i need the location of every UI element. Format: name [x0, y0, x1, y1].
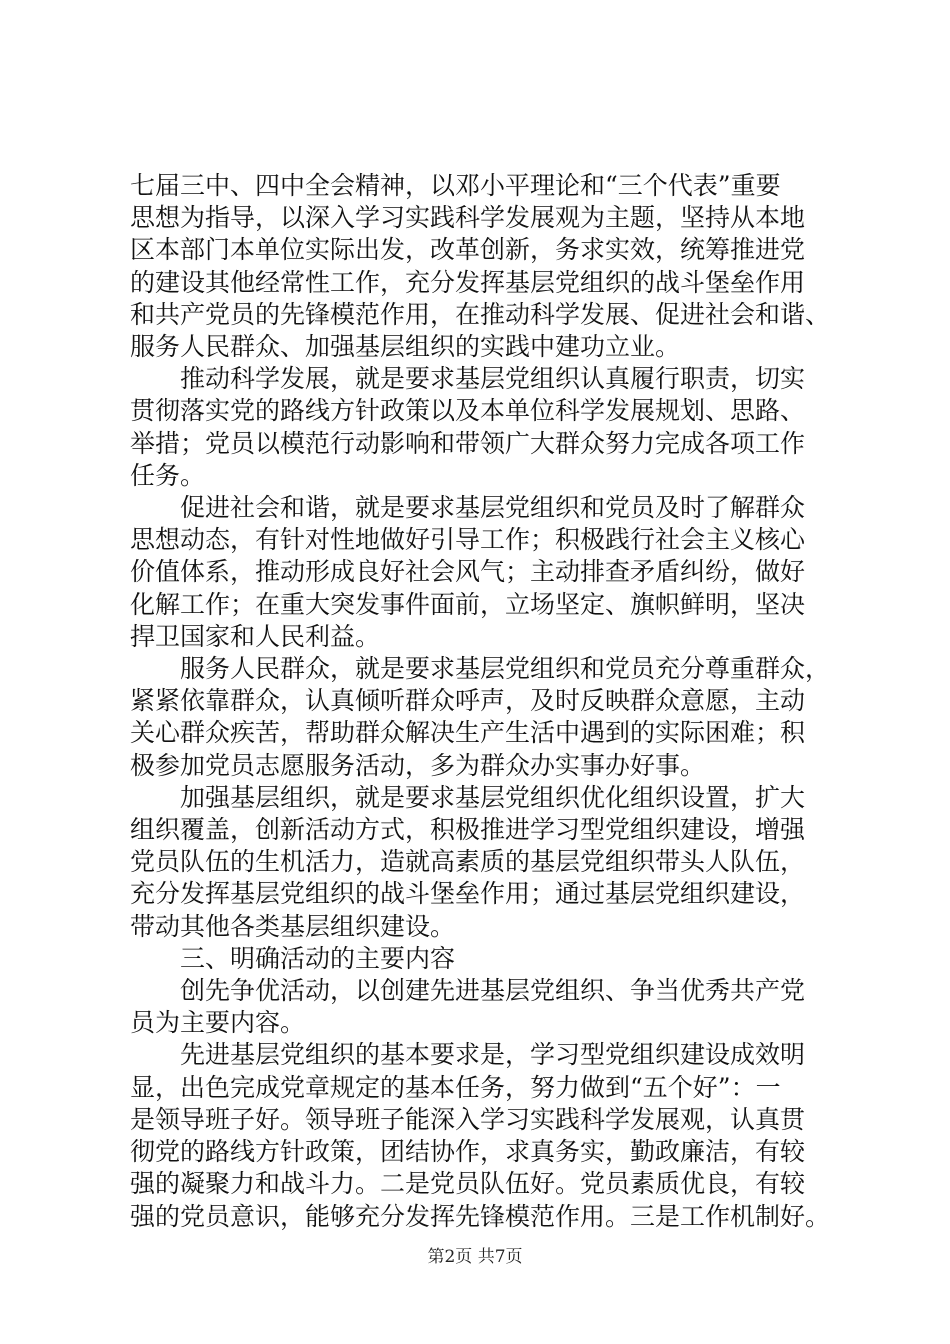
text-line: 显，出色完成党章规定的基本任务，努力做到“五个好”：一: [130, 1072, 781, 1102]
text-line: 创先争优活动，以创建先进基层党组织、争当优秀共产党: [180, 976, 806, 1006]
paragraph-basic-requirements: [130, 1039, 830, 1232]
text-line: 服务人民群众、加强基层组织的实践中建功立业。: [130, 332, 681, 362]
section-heading: [130, 943, 830, 975]
text-line: 贯彻落实党的路线方针政策以及本单位科学发展规划、思路、: [130, 396, 806, 426]
paragraph-main-content: [130, 975, 830, 1039]
heading-line: 三、明确活动的主要内容: [180, 943, 456, 973]
text-line: 价值体系，推动形成良好社会风气；主动排查矛盾纠纷，做好: [130, 557, 806, 587]
text-line: 加强基层组织，就是要求基层党组织优化组织设置，扩大: [180, 782, 806, 812]
text-line: 带动其他各类基层组织建设。: [130, 911, 456, 941]
page-footer: [0, 1242, 950, 1267]
text-line: 的建设其他经常性工作，充分发挥基层党组织的战斗堡垒作用: [130, 267, 806, 297]
text-line: 彻党的路线方针政策，团结协作，求真务实，勤政廉洁，有较: [130, 1137, 806, 1167]
document-body: [130, 170, 830, 1233]
text-line: 紧紧依靠群众，认真倾听群众呼声，及时反映群众意愿，主动: [130, 686, 806, 716]
text-line: 和共产党员的先锋模范作用，在推动科学发展、促进社会和谐、: [130, 299, 831, 329]
text-line: 党员队伍的生机活力，造就高素质的基层党组织带头人队伍，: [130, 847, 806, 877]
text-line: 极参加党员志愿服务活动，多为群众办实事办好事。: [130, 750, 706, 780]
text-line: 先进基层党组织的基本要求是，学习型党组织建设成效明: [180, 1040, 806, 1070]
text-line: 关心群众疾苦，帮助群众解决生产生活中遇到的实际困难；积: [130, 718, 806, 748]
paragraph-social-harmony: [130, 492, 830, 653]
text-line: 充分发挥基层党组织的战斗堡垒作用；通过基层党组织建设，: [130, 879, 806, 909]
text-line: 推动科学发展，就是要求基层党组织认真履行职责，切实: [180, 364, 806, 394]
text-line: 七届三中、四中全会精神，以邓小平理论和“三个代表”重要: [130, 171, 781, 200]
text-line: 任务。: [130, 460, 206, 490]
text-line: 思想为指导，以深入学习实践科学发展观为主题，坚持从本地: [130, 203, 806, 233]
paragraph-strengthen-organization: [130, 782, 830, 943]
text-line: 员为主要内容。: [130, 1008, 306, 1038]
text-line: 捍卫国家和人民利益。: [130, 621, 381, 651]
text-line: 思想动态，有针对性地做好引导工作；积极践行社会主义核心: [130, 525, 806, 555]
text-line: 举措；党员以模范行动影响和带领广大群众努力完成各项工作: [130, 428, 806, 458]
text-line: 服务人民群众，就是要求基层党组织和党员充分尊重群众，: [180, 654, 831, 684]
text-line: 化解工作；在重大突发事件面前，立场坚定、旗帜鲜明，坚决: [130, 589, 806, 619]
text-line: 组织覆盖，创新活动方式，积极推进学习型党组织建设，增强: [130, 815, 806, 845]
text-line: 区本部门本单位实际出发，改革创新，务求实效，统筹推进党: [130, 235, 806, 265]
paragraph-serve-people: [130, 653, 830, 782]
paragraph-continuation: [130, 170, 830, 363]
page-number: 第2页 共7页: [427, 1247, 523, 1267]
text-line: 是领导班子好。领导班子能深入学习实践科学发展观，认真贯: [130, 1104, 806, 1134]
text-line: 强的凝聚力和战斗力。二是党员队伍好。党员素质优良，有较: [130, 1169, 806, 1199]
text-line: 强的党员意识，能够充分发挥先锋模范作用。三是工作机制好。: [130, 1201, 831, 1231]
text-line: 促进社会和谐，就是要求基层党组织和党员及时了解群众: [180, 493, 806, 523]
paragraph-promote-development: [130, 363, 830, 492]
